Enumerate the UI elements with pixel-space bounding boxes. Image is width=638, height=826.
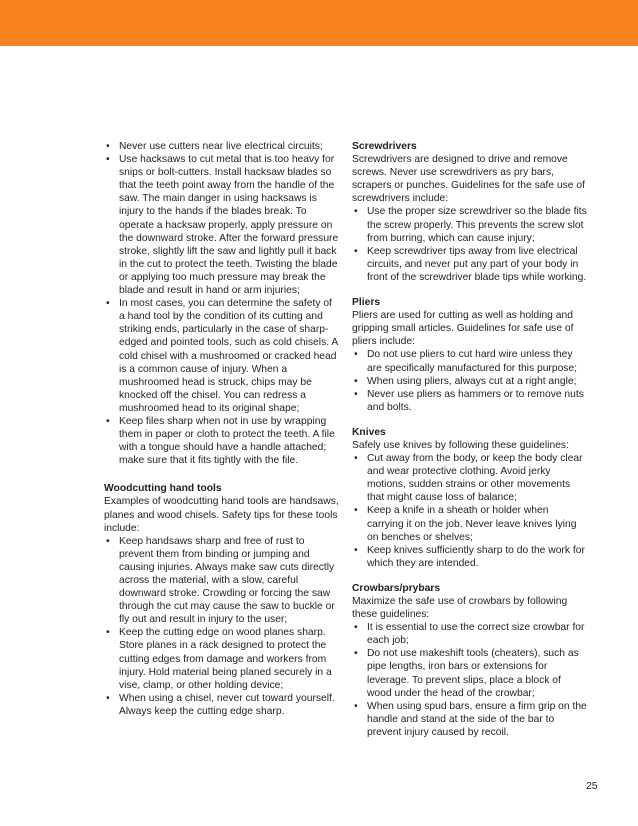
pliers-bullet-list	[352, 348, 587, 413]
section-intro-screwdrivers: Screwdrivers are designed to drive and remove screws. Never use screwdrivers as pry bars, scrapers or punches. Guidelines for the safe use of screwdrivers include:	[352, 154, 585, 205]
section-intro-knives: Safely use knives by following these guidelines:	[352, 439, 569, 451]
intro-bullet-list	[104, 140, 339, 467]
section-intro-woodcutting: Examples of woodcutting hand tools are handsaws, planes and wood chisels. Safety tips for these tools include:	[104, 496, 339, 534]
section-intro-pliers: Pliers are used for cutting as well as holding and gripping small articles. Guidelines for safe use of pliers include:	[352, 310, 574, 348]
list-item: • When using spud bars, ensure a firm grip on the handle and stand at the side of the bar to prevent injury caused by recoil.	[352, 700, 587, 739]
list-item: • Cut away from the body, or keep the body clear and wear protective clothing. Avoid jerky motions, sudden strains or other movements that might cause loss of balance;	[352, 452, 587, 504]
section-heading-woodcutting: Woodcutting hand tools	[104, 483, 222, 495]
list-item: • Keep the cutting edge on wood planes sharp. Store planes in a rack designed to protect the cutting edges from damage and workers from injury. Hold material being planed securely in a vise, clamp, or other holding device;	[104, 626, 339, 691]
list-item: • Use the proper size screwdriver so the blade fits the screw properly. This prevents the screw slot from burring, which can cause injury;	[352, 205, 587, 244]
list-item: • Keep handsaws sharp and free of rust to prevent them from binding or jumping and causing injuries. Always make saw cuts directly across the material, with a slow, careful downward stroke. Crowding or forcing the saw through the cut may cause the saw to buckle or fly out and result in injury to the user;	[104, 535, 339, 627]
list-item: • When using pliers, always cut at a right angle;	[352, 375, 587, 388]
list-item: • Keep a knife in a sheath or holder when carrying it on the job. Never leave knives lying on benches or shelves;	[352, 504, 587, 543]
section-heading-knives: Knives	[352, 426, 386, 438]
section-intro-crowbars: Maximize the safe use of crowbars by following these guidelines:	[352, 596, 568, 621]
right-column	[352, 140, 587, 739]
woodcutting-bullet-list	[104, 535, 339, 718]
crowbars-bullet-list	[352, 621, 587, 739]
header-band	[0, 0, 638, 46]
list-item: • Keep screwdriver tips away from live electrical circuits, and never put any part of your body in front of the screwdriver blade tips while working.	[352, 245, 587, 284]
screwdrivers-bullet-list	[352, 205, 587, 284]
list-item: • In most cases, you can determine the safety of a hand tool by the condition of its cutting and striking ends, particularly in the case of sharp-edged and pointed tools, such as cold chisels. A cold chisel with a mushroomed or cracked head is a common cause of injury. When a mushroomed head is struck, chips may be knocked off the chisel. You can redress a mushroomed head to its original shape;	[104, 297, 339, 415]
page-number: 25	[586, 781, 598, 792]
section-heading-screwdrivers: Screwdrivers	[352, 141, 417, 152]
knives-bullet-list	[352, 452, 587, 570]
list-item: • When using a chisel, never cut toward yourself. Always keep the cutting edge sharp.	[104, 692, 339, 718]
list-item: • Never use cutters near live electrical circuits;	[104, 140, 339, 153]
section-heading-pliers: Pliers	[352, 297, 381, 309]
list-item: • Keep files sharp when not in use by wrapping them in paper or cloth to protect the teeth. A file with a tongue should have a handle attached; make sure that it fits tightly with the file.	[104, 415, 339, 467]
left-column	[104, 140, 339, 718]
list-item: • It is essential to use the correct size crowbar for each job;	[352, 621, 587, 647]
list-item: • Do not use pliers to cut hard wire unless they are specifically manufactured for this purpose;	[352, 348, 587, 374]
list-item: • Never use pliers as hammers or to remove nuts and bolts.	[352, 388, 587, 414]
list-item: • Keep knives sufficiently sharp to do the work for which they are intended.	[352, 544, 587, 570]
list-item: • Use hacksaws to cut metal that is too heavy for snips or bolt-cutters. Install hacksaw blades so that the teeth point away from the handle of the saw. The main danger in using hacksaws is injury to the hands if the blades break. To operate a hacksaw properly, apply pressure on the downward stroke. After the forward pressure stroke, slightly lift the saw and lightly pull it back in the cut to protect the teeth. Twisting the blade or applying too much pressure may break the blade and result in hand or arm injuries;	[104, 153, 339, 297]
section-heading-crowbars: Crowbars/prybars	[352, 582, 441, 594]
list-item: • Do not use makeshift tools (cheaters), such as pipe lengths, iron bars or extensions for leverage. To prevent slips, place a block of wood under the head of the crowbar;	[352, 647, 587, 699]
